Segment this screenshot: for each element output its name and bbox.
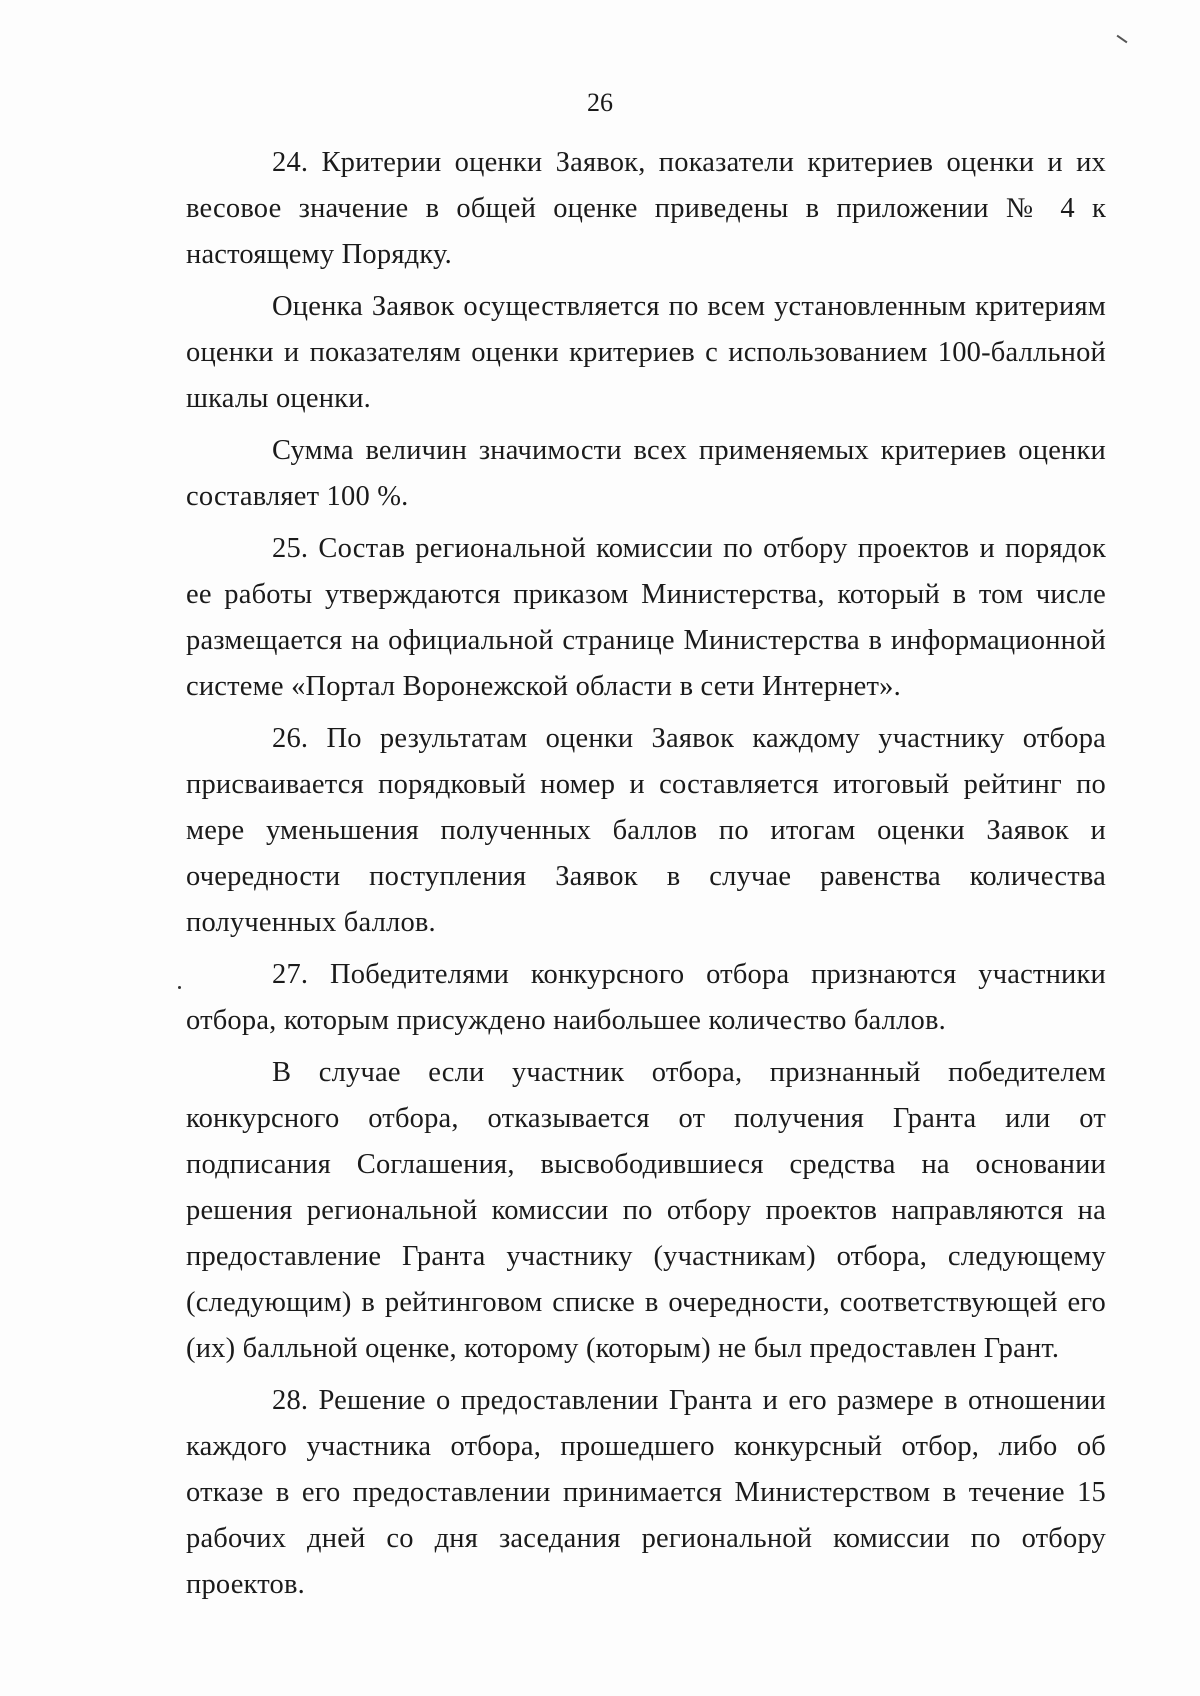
paragraph-evaluation-scale: Оценка Заявок осуществляется по всем установленным критериям оценки и показателям оценки критериев с использованием 100-балльной шкалы оценки. <box>186 291 1106 414</box>
paragraph-27: 27. Победителями конкурсного отбора признаются участники отбора, которым присуждено наибольшее количество баллов. <box>186 959 1106 1036</box>
document-body <box>186 140 1106 1614</box>
paragraph-weights-sum: Сумма величин значимости всех применяемых критериев оценки составляет 100 %. <box>186 435 1106 512</box>
paragraph-24: 24. Критерии оценки Заявок, показатели критериев оценки и их весовое значение в общей оценке приведены в приложении № 4 к настоящему Порядку. <box>186 147 1106 270</box>
paragraph-25: 25. Состав региональной комиссии по отбору проектов и порядок ее работы утверждаются приказом Министерства, который в том числе размещается на официальной странице Министерства в информационной системе «Портал Воронежской области в сети Интернет». <box>186 533 1106 702</box>
scan-speck <box>178 986 181 989</box>
page-number: 26 <box>587 88 613 117</box>
paragraph-winner-refusal: В случае если участник отбора, признанный победителем конкурсного отбора, отказывается от получения Гранта или от подписания Соглашения, высвободившиеся средства на основании решения региональной комиссии по отбору проектов направляются на предоставление Гранта участнику (участникам) отбора, следующему (следующим) в рейтинговом списке в очередности, соответствующей его (их) балльной оценке, которому (которым) не был предоставлен Грант. <box>186 1057 1106 1364</box>
paragraph-28: 28. Решение о предоставлении Гранта и его размере в отношении каждого участника отбора, прошедшего конкурсный отбор, либо об отказе в его предоставлении принимается Министерством в течение 15 рабочих дней со дня заседания региональной комиссии по отбору проектов. <box>186 1385 1106 1600</box>
paragraph-26: 26. По результатам оценки Заявок каждому участнику отбора присваивается порядковый номер и составляется итоговый рейтинг по мере уменьшения полученных баллов по итогам оценки Заявок и очередности поступления Заявок в случае равенства количества полученных баллов. <box>186 723 1106 938</box>
scan-artifact <box>1117 35 1128 44</box>
